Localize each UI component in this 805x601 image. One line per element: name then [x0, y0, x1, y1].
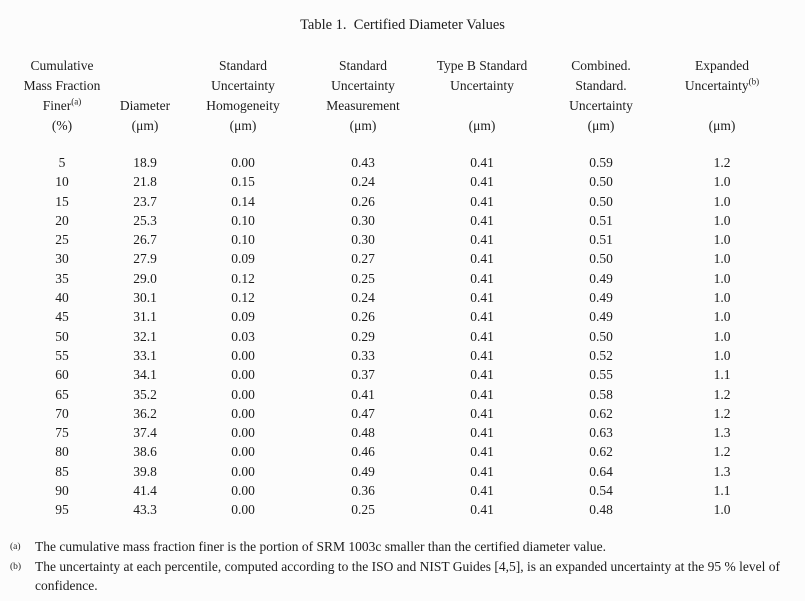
- table-cell: 60: [55, 367, 69, 383]
- table-cell: 33.1: [133, 347, 157, 363]
- table-row: [17, 365, 783, 384]
- table-cell: 0.30: [351, 232, 375, 248]
- table-cell: 0.00: [231, 386, 255, 402]
- table-cell: 0.09: [231, 309, 255, 325]
- table-cell: 0.09: [231, 251, 255, 267]
- table-cell: 0.49: [589, 309, 613, 325]
- table-cell: 0.41: [470, 367, 494, 383]
- table-cell: 90: [55, 483, 69, 499]
- table-cell: 0.41: [470, 328, 494, 344]
- header-unit: (μm): [349, 118, 377, 133]
- header-line: Combined.: [571, 58, 631, 73]
- table-cell: 21.8: [133, 174, 157, 190]
- table-cell: 0.50: [589, 251, 613, 267]
- table-cell: 0.51: [589, 212, 613, 228]
- table-cell: 0.30: [351, 212, 375, 228]
- footnote-a-marker: (a): [10, 542, 21, 552]
- table-cell: 0.12: [231, 270, 255, 286]
- table-cell: 32.1: [133, 328, 157, 344]
- header-unit: (μm): [468, 118, 496, 133]
- table-cell: 0.49: [589, 290, 613, 306]
- table-cell: 1.1: [713, 483, 731, 499]
- footnote-b: [10, 557, 792, 596]
- header-line: [661, 76, 783, 96]
- table-cell: 80: [55, 444, 69, 460]
- table-cell: 0.48: [351, 425, 375, 441]
- table-row: [17, 172, 783, 191]
- table-cell: 0.00: [231, 463, 255, 479]
- header-col-type-b-standard-uncertainty: [423, 56, 541, 136]
- table-cell: 0.00: [231, 483, 255, 499]
- header-col-standard-uncertainty-homogeneity: [183, 56, 303, 136]
- table-cell: 0.41: [470, 347, 494, 363]
- table-cell: 0.41: [470, 425, 494, 441]
- table-cell: 0.43: [351, 155, 375, 170]
- header-text: Finer: [42, 98, 72, 113]
- table-row: [17, 404, 783, 423]
- table-cell: 0.41: [470, 212, 494, 228]
- table-cell: 0.50: [589, 193, 613, 209]
- table-cell: 35.2: [133, 386, 157, 402]
- header-line: Uncertainty: [211, 78, 275, 93]
- table-cell: 41.4: [133, 483, 157, 499]
- table-cell: 0.41: [470, 232, 494, 248]
- table-row: [17, 385, 783, 404]
- table-cell: 0.00: [231, 155, 255, 170]
- table-cell: 0.00: [231, 502, 255, 518]
- footnote-b-text: The uncertainty at each percentile, computed according to the ISO and NIST Guides [4,5], is an expanded uncertainty at the 95 % level of confidence.: [35, 558, 780, 593]
- table-cell: 10: [55, 174, 69, 190]
- header-line: Type B Standard: [436, 58, 528, 73]
- table-cell: 0.00: [231, 367, 255, 383]
- table-cell: 0.10: [231, 232, 255, 248]
- table-cell: 45: [55, 309, 69, 325]
- table-cell: 0.41: [470, 155, 494, 170]
- table-cell: 0.24: [351, 290, 375, 306]
- table-cell: 15: [55, 193, 69, 209]
- table-cell: 0.33: [351, 347, 375, 363]
- header-line: Diameter: [119, 98, 171, 113]
- table-row: [17, 192, 783, 211]
- table-cell: 26.7: [133, 232, 157, 248]
- table-cell: 1.2: [713, 405, 731, 421]
- table-cell: 1.0: [713, 502, 731, 518]
- table-header-row: [17, 56, 783, 136]
- header-unit: (%): [51, 118, 73, 133]
- table-cell: 0.41: [351, 386, 375, 402]
- table-cell: 0.50: [589, 328, 613, 344]
- header-col-standard-uncertainty-measurement: [303, 56, 423, 136]
- table-cell: 0.62: [589, 444, 613, 460]
- table-cell: 1.0: [713, 347, 731, 363]
- table-cell: 0.48: [589, 502, 613, 518]
- table-cell: 75: [55, 425, 69, 441]
- table-cell: 0.47: [351, 405, 375, 421]
- table-cell: 0.29: [351, 328, 375, 344]
- table-cell: 0.46: [351, 444, 375, 460]
- header-line: Standard: [219, 58, 267, 73]
- table-cell: 0.49: [351, 463, 375, 479]
- header-line: Uncertainty: [569, 98, 633, 113]
- table-cell: 0.14: [231, 193, 255, 209]
- table-row: [17, 462, 783, 481]
- table-cell: 1.0: [713, 270, 731, 286]
- table-cell: 0.41: [470, 309, 494, 325]
- table-cell: 34.1: [133, 367, 157, 383]
- footnote-ref-b: (b): [748, 76, 760, 87]
- table-row: [17, 153, 783, 172]
- table-cell: 0.41: [470, 386, 494, 402]
- table-cell: 40: [55, 290, 69, 306]
- table-row: [17, 327, 783, 346]
- table-cell: 1.0: [713, 251, 731, 267]
- table-row: [17, 211, 783, 230]
- table-cell: 0.26: [351, 193, 375, 209]
- table-cell: 85: [55, 463, 69, 479]
- table-cell: 0.12: [231, 290, 255, 306]
- table-title: Table 1. Certified Diameter Values: [300, 17, 505, 33]
- table-cell: 36.2: [133, 405, 157, 421]
- table-cell: 0.25: [351, 270, 375, 286]
- table-cell: 50: [55, 328, 69, 344]
- table-cell: 0.41: [470, 251, 494, 267]
- table-cell: 20: [55, 212, 69, 228]
- table-body: [17, 153, 783, 520]
- table-cell: 30: [55, 251, 69, 267]
- table-cell: 37.4: [133, 425, 157, 441]
- header-line: Mass Fraction: [23, 78, 101, 93]
- table-cell: 0.58: [589, 386, 613, 402]
- table-cell: 1.3: [713, 463, 731, 479]
- table-cell: 0.59: [589, 155, 613, 170]
- table-cell: 0.63: [589, 425, 613, 441]
- table-cell: 0.36: [351, 483, 375, 499]
- footnote-a: [10, 537, 792, 557]
- table-cell: 1.0: [713, 212, 731, 228]
- table-cell: 1.3: [713, 425, 731, 441]
- table-cell: 1.0: [713, 232, 731, 248]
- table-cell: 0.00: [231, 425, 255, 441]
- table-cell: 55: [55, 347, 69, 363]
- table-cell: 0.27: [351, 251, 375, 267]
- table-cell: 1.2: [713, 444, 731, 460]
- table-row: [17, 423, 783, 442]
- table-row: [17, 481, 783, 500]
- table-cell: 1.0: [713, 193, 731, 209]
- table-cell: 0.41: [470, 270, 494, 286]
- header-col-cumulative-mass-fraction-finer: [17, 56, 107, 136]
- header-line: [17, 96, 107, 116]
- table-cell: 0.41: [470, 193, 494, 209]
- table-cell: 0.49: [589, 270, 613, 286]
- table-cell: 38.6: [133, 444, 157, 460]
- header-line: Standard: [339, 58, 387, 73]
- header-line: Standard.: [575, 78, 627, 93]
- table-cell: 1.1: [713, 367, 731, 383]
- table-cell: 1.2: [713, 155, 731, 170]
- table-cell: 0.15: [231, 174, 255, 190]
- table-cell: 30.1: [133, 290, 157, 306]
- table-cell: 0.00: [231, 405, 255, 421]
- table-cell: 0.25: [351, 502, 375, 518]
- table-cell: 0.00: [231, 347, 255, 363]
- table-cell: 65: [55, 386, 69, 402]
- table-cell: 0.41: [470, 502, 494, 518]
- table-cell: 0.54: [589, 483, 613, 499]
- header-line: Uncertainty: [450, 78, 514, 93]
- table-cell: 1.2: [713, 386, 731, 402]
- table-cell: 0.10: [231, 212, 255, 228]
- footnotes: [10, 537, 792, 596]
- footnote-b-marker: (b): [10, 561, 22, 572]
- table-cell: 0.41: [470, 405, 494, 421]
- table-cell: 0.41: [470, 463, 494, 479]
- table-cell: 0.24: [351, 174, 375, 190]
- table-cell: 0.52: [589, 347, 613, 363]
- table-cell: 0.41: [470, 444, 494, 460]
- table-cell: 0.37: [351, 367, 375, 383]
- header-line-spacer: [107, 76, 183, 96]
- table-cell: 25: [55, 232, 69, 248]
- header-unit: (μm): [587, 118, 615, 133]
- header-unit: (μm): [229, 118, 257, 133]
- table-row: [17, 269, 783, 288]
- footnote-ref-a: (a): [71, 96, 82, 107]
- table-row: [17, 442, 783, 461]
- table-cell: 0.41: [470, 483, 494, 499]
- table-cell: 1.0: [713, 328, 731, 344]
- header-line: Uncertainty: [331, 78, 395, 93]
- table-cell: 31.1: [133, 309, 157, 325]
- table-cell: 70: [55, 405, 69, 421]
- table-cell: 0.62: [589, 405, 613, 421]
- table-cell: 27.9: [133, 251, 157, 267]
- table-cell: 43.3: [133, 502, 157, 518]
- table-cell: 0.03: [231, 328, 255, 344]
- header-line-spacer: [107, 56, 183, 76]
- header-col-diameter: [107, 56, 183, 136]
- table-row: [17, 288, 783, 307]
- header-col-combined-standard-uncertainty: [541, 56, 661, 136]
- table-cell: 23.7: [133, 193, 157, 209]
- table-cell: 35: [55, 270, 69, 286]
- table-cell: 29.0: [133, 270, 157, 286]
- header-line: Homogeneity: [206, 98, 280, 113]
- header-line: Cumulative: [30, 58, 94, 73]
- header-col-expanded-uncertainty: [661, 56, 783, 136]
- table-cell: 0.50: [589, 174, 613, 190]
- footnote-a-text: The cumulative mass fraction finer is the portion of SRM 1003c smaller than the certified diameter value.: [35, 539, 606, 554]
- table-cell: 5: [58, 155, 66, 170]
- table-cell: 0.26: [351, 309, 375, 325]
- table-cell: 95: [55, 502, 69, 518]
- header-text: Uncertainty: [684, 78, 749, 93]
- table-cell: 25.3: [133, 212, 157, 228]
- table-cell: 0.51: [589, 232, 613, 248]
- table-row: [17, 230, 783, 249]
- table-row: [17, 346, 783, 365]
- header-unit: (μm): [708, 118, 736, 133]
- table-cell: 0.00: [231, 444, 255, 460]
- table-cell: 0.55: [589, 367, 613, 383]
- table-cell: 1.0: [713, 174, 731, 190]
- table-cell: 18.9: [133, 155, 157, 170]
- header-line: Measurement: [326, 98, 400, 113]
- table-row: [17, 307, 783, 326]
- table-row: [17, 500, 783, 519]
- table-cell: 0.64: [589, 463, 613, 479]
- table-cell: 39.8: [133, 463, 157, 479]
- header-line: Expanded: [695, 58, 749, 73]
- table-cell: 0.41: [470, 174, 494, 190]
- header-line-spacer: [423, 96, 541, 116]
- table-cell: 1.0: [713, 290, 731, 306]
- table-cell: 0.41: [470, 290, 494, 306]
- table-row: [17, 249, 783, 268]
- table-cell: 1.0: [713, 309, 731, 325]
- header-unit: (μm): [131, 118, 159, 133]
- header-line-spacer: [661, 96, 783, 116]
